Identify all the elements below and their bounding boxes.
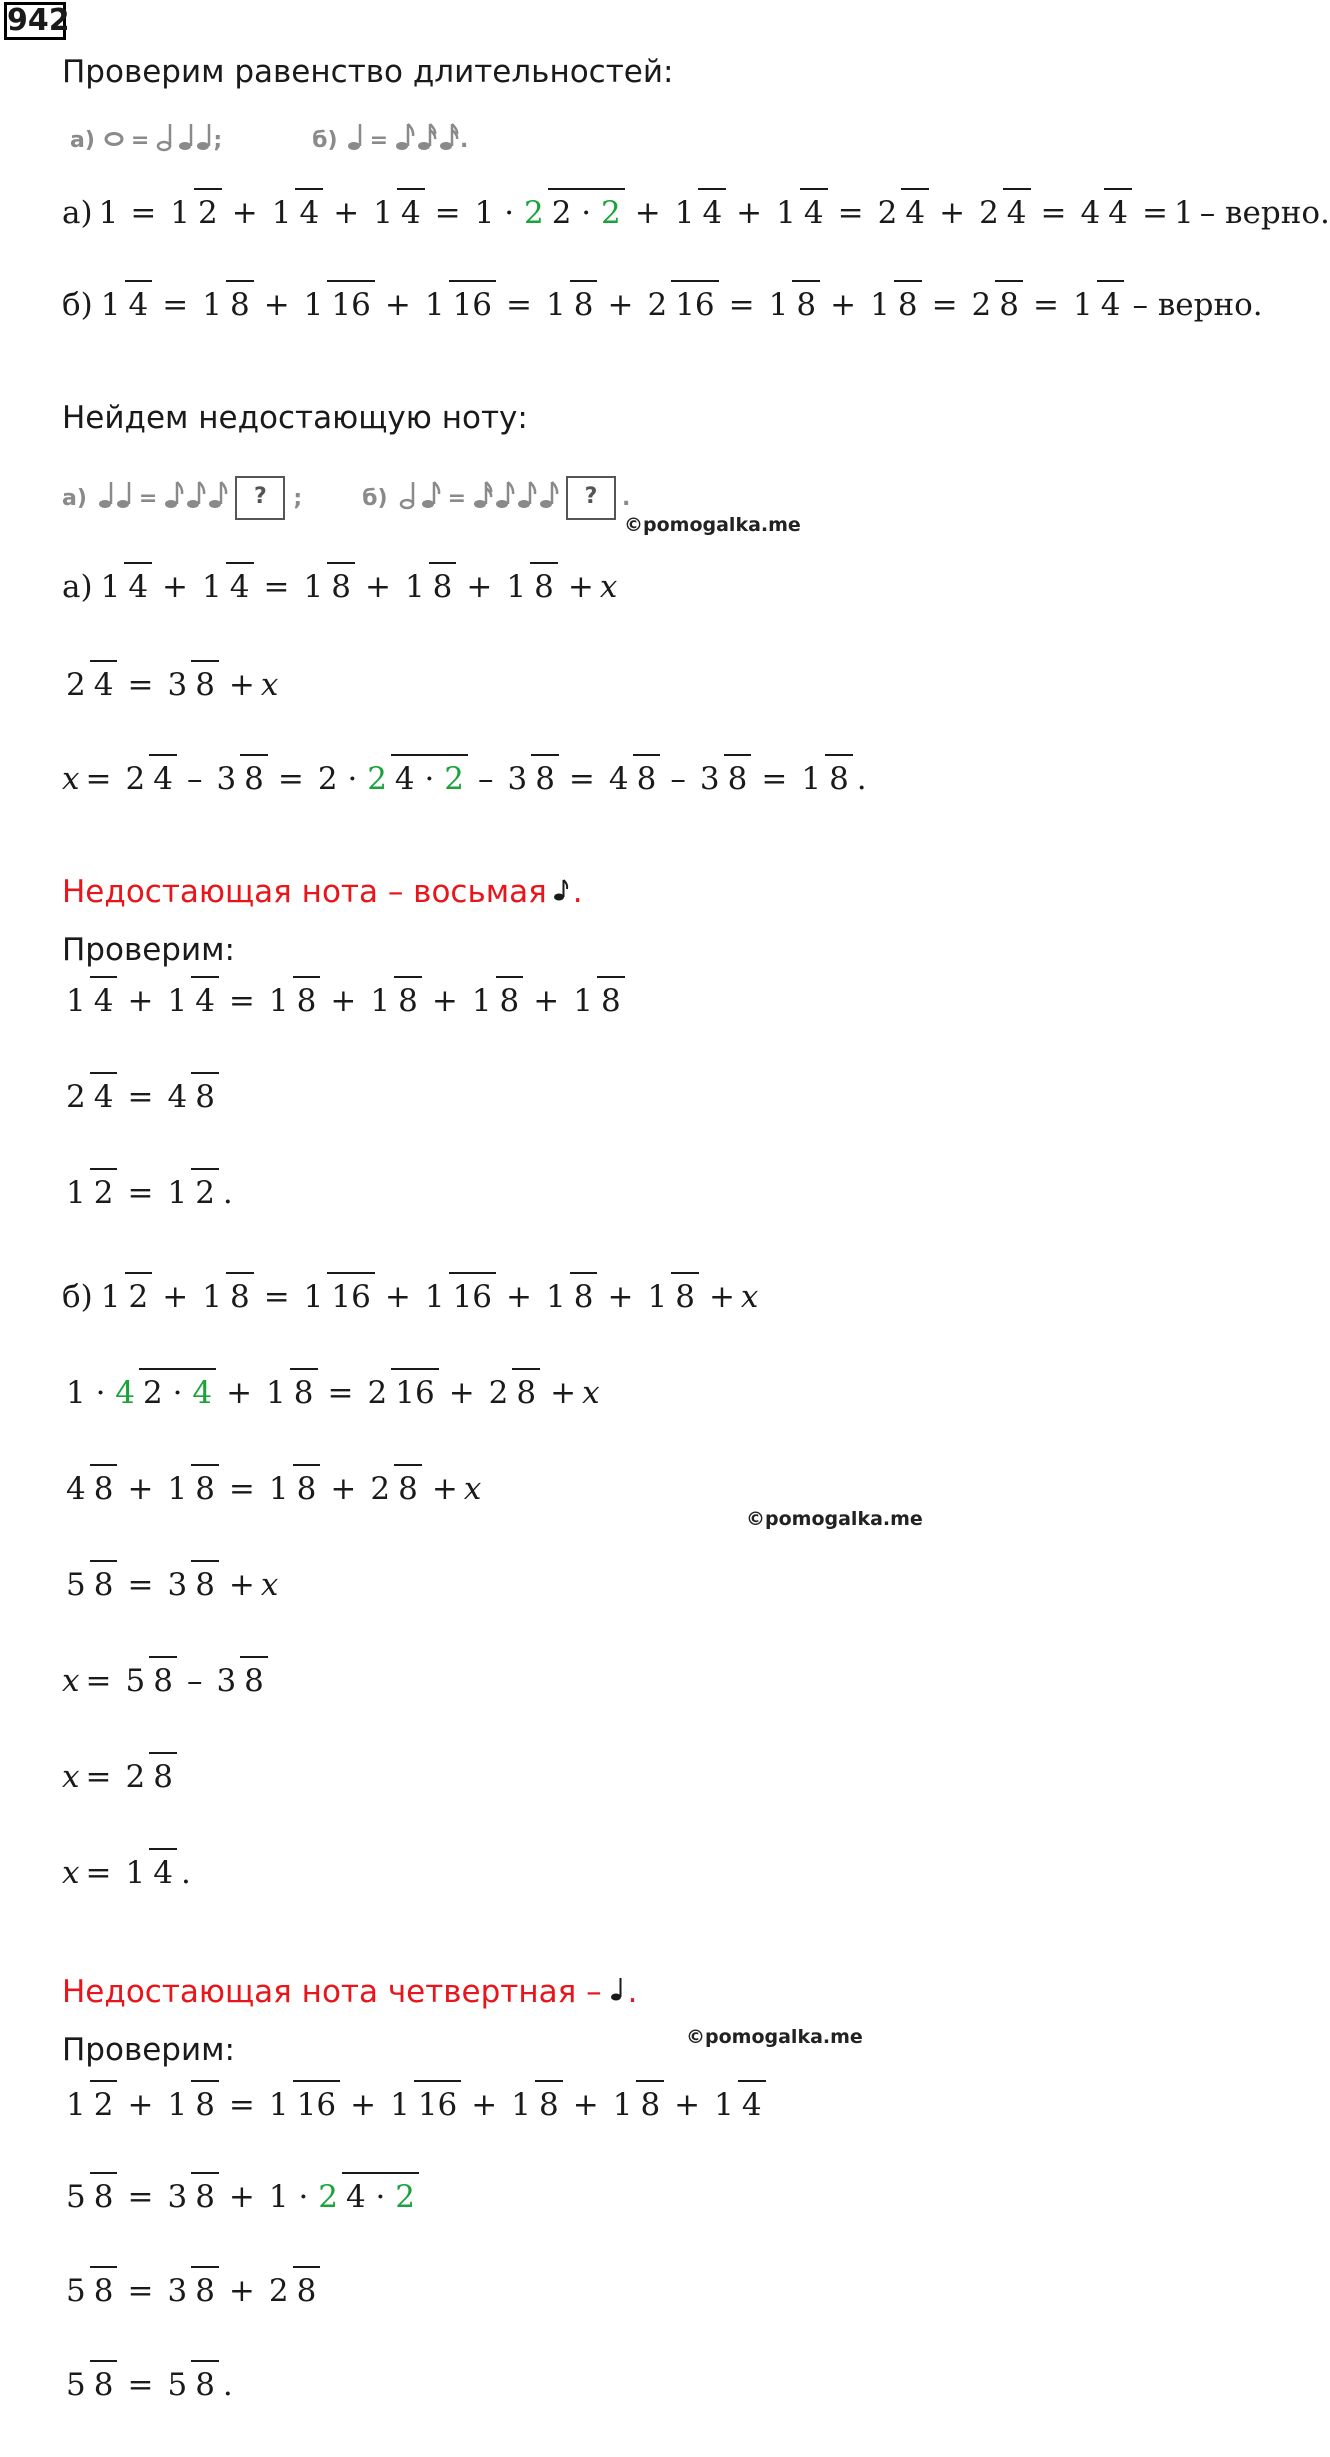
equation-a-setup [62,569,618,605]
eq: = [127,667,154,703]
eq: = [85,1663,112,1699]
plus: + [674,2087,701,2123]
equation-b-step2 [58,1471,482,1507]
frac-3-8: 3 8 [212,764,267,795]
frac-4-8: 4 8 [605,764,660,795]
frac-3-8: 3 8 [212,1666,267,1697]
frac-1-8: 1 8 [507,2090,562,2121]
var-x: x [740,1279,759,1315]
frac-1-4: 1 4 [710,2090,765,2121]
frac-2-8: 2 8 [265,2276,320,2307]
frac-1-8: 1 8 [265,986,320,1017]
plus: + [127,983,154,1019]
eighth-note-icon [207,480,229,516]
quarter-note-icon [177,122,195,158]
check-b-line4 [58,2367,233,2403]
img2-eq: = [138,485,158,511]
check-b-line3 [58,2273,324,2309]
eq: = [85,761,112,797]
eighth-note-icon [516,480,538,516]
frac-3-8: 3 8 [163,2182,218,2213]
frac-4-8: 4 8 [62,1474,117,1505]
frac-2-8: 2 8 [121,1762,176,1793]
frac-1-4: 1 4 [62,986,117,1017]
equation-a-solve [62,761,867,797]
note-image-2 [62,476,630,520]
plus: + [228,667,255,703]
eq: = [228,1471,255,1507]
frac-1-8: 1 8 [198,1282,253,1313]
half-note-icon [398,480,420,516]
frac-3-8: 3 8 [163,1570,218,1601]
missing-b-text: Недостающая нота четвертная – [62,1974,602,2010]
frac-1-8: 1 8 [163,1474,218,1505]
eq: = [263,1279,290,1315]
frac-2-4: 2 4 [121,764,176,795]
check-b-line1 [58,2087,770,2123]
intro-find-missing: Нейдем недостающую ноту: [62,400,528,436]
equation-b-step4 [62,1663,272,1699]
frac-2-16: 2 16 [364,1378,439,1409]
period: . [222,2367,233,2403]
frac-1-4: 1 4 [268,198,323,229]
img2-label-a: а) [62,485,87,511]
plus: + [162,569,189,605]
frac-4-8: 4 8 [163,1082,218,1113]
verdict: – верно. [1199,195,1330,231]
sixteenth-note-icon [416,122,438,158]
minus: – [670,761,686,797]
period: . [856,761,867,797]
frac-5-8: 5 8 [62,2370,117,2401]
frac-5-8: 5 8 [163,2370,218,2401]
plus: + [634,195,661,231]
img1-semicolon: ; [213,127,223,153]
plus: + [607,1279,634,1315]
frac-1x4-2x4: 1 · 4 2 · 4 [62,1378,216,1409]
frac-1-8: 1 8 [262,1378,317,1409]
missing-note-box: ? [566,476,616,520]
var-x: x [582,1375,600,1411]
frac-1-8: 1 8 [643,1282,698,1313]
verdict: – верно. [1132,287,1263,323]
frac-3-8: 3 8 [163,2276,218,2307]
frac-1x2-4x2: 1 · 2 4 · 2 [265,2182,419,2213]
plus: + [127,2087,154,2123]
frac-2x2-4x2: 2 · 2 4 · 2 [314,764,468,795]
num-1: 1 [1173,195,1194,231]
img1-period: . [460,127,469,153]
frac-1-4: 1 4 [198,572,253,603]
quarter-note-icon [97,480,115,516]
check-a-line2 [58,1079,223,1115]
var-x: x [62,1855,80,1891]
plus: + [330,1471,357,1507]
missing-note-b [62,1972,637,2012]
equation-a-check [62,195,1330,231]
plus: + [231,195,258,231]
plus: + [736,195,763,231]
eq: = [277,761,304,797]
frac-2-8: 2 8 [485,1378,540,1409]
frac-1-8: 1 8 [163,2090,218,2121]
var-x: x [260,1567,279,1603]
frac-1-8: 1 8 [542,290,597,321]
equation-b-step1 [58,1375,600,1411]
eighth-note-icon [553,872,569,912]
var-x: x [62,761,80,797]
check-label-b: Проверим: [62,2032,235,2068]
plus: + [127,1471,154,1507]
eq: = [761,761,788,797]
var-x: x [463,1471,482,1507]
eq: = [85,1855,112,1891]
frac-1-8: 1 8 [765,290,820,321]
eq: = [1033,287,1059,323]
frac-1-8: 1 8 [542,1282,597,1313]
minus: – [186,1663,203,1699]
plus: + [228,2273,255,2309]
quarter-note-icon [115,480,133,516]
task-number: 942 [4,2,66,40]
img1-label-a: а) [70,127,95,153]
plus: + [708,1279,735,1315]
frac-1-16: 1 16 [300,290,375,321]
num-1: 1 [98,195,119,231]
frac-2-16: 2 16 [643,290,718,321]
period: . [627,1974,638,2010]
eighth-note-icon [163,480,185,516]
frac-2-4: 2 4 [62,670,117,701]
img1-eq: = [130,127,150,153]
eq: = [162,287,189,323]
frac-1-2: 1 2 [97,1282,152,1313]
frac-2-8: 2 8 [968,290,1023,321]
frac-1-16: 1 16 [265,2090,340,2121]
frac-2-4: 2 4 [975,198,1030,229]
frac-1-2: 1 2 [166,198,221,229]
eq: = [85,1759,112,1795]
label-a: а) [62,569,93,605]
equation-b-step6 [62,1855,191,1891]
frac-4-4: 4 4 [1077,198,1132,229]
eighth-note-icon [185,480,207,516]
plus: + [333,195,360,231]
check-b-line2 [58,2179,423,2215]
eq: = [931,287,958,323]
frac-1-2: 1 2 [62,2090,117,2121]
frac-2-4: 2 4 [874,198,929,229]
label-a: а) [62,195,93,231]
eq: = [568,761,595,797]
img2-label-b: б) [362,485,388,511]
missing-a-text: Недостающая нота – восьмая [62,874,547,910]
frac-1-4: 1 4 [369,198,424,229]
minus: – [477,761,494,797]
watermark: ©pomogalka.me [686,2026,863,2048]
frac-1-16: 1 16 [421,290,496,321]
frac-1-4: 1 4 [772,198,827,229]
plus: + [162,1279,189,1315]
plus: + [471,2087,498,2123]
frac-1-8: 1 8 [198,290,253,321]
plus: + [364,569,391,605]
eq: = [263,569,290,605]
img2-period: . [622,485,631,511]
eq: = [728,287,755,323]
frac-1-4: 1 4 [97,290,152,321]
frac-1-8: 1 8 [569,986,624,1017]
eq: = [228,983,255,1019]
img1-label-b: б) [312,127,338,153]
plus: + [572,2087,599,2123]
frac-1-4: 1 4 [97,572,152,603]
quarter-note-icon [346,122,364,158]
frac-1-16: 1 16 [421,1282,496,1313]
quarter-note-icon [610,1972,624,2012]
eq: = [127,1079,154,1115]
frac-2-4: 2 4 [62,1082,117,1113]
frac-1-4: 1 4 [121,1858,176,1889]
plus: + [330,983,357,1019]
var-x: x [599,569,618,605]
frac-1-8: 1 8 [366,986,421,1017]
equation-b-step3 [58,1567,279,1603]
img1-eq: = [369,127,389,153]
var-x: x [260,667,279,703]
frac-5-8: 5 8 [121,1666,176,1697]
img2-semicolon: ; [293,485,303,511]
plus: + [228,1567,255,1603]
watermark: ©pomogalka.me [624,514,801,536]
frac-1-8: 1 8 [299,572,354,603]
eighth-note-icon [394,122,416,158]
whole-note-icon [103,128,125,153]
var-x: x [62,1759,80,1795]
frac-1-8: 1 8 [609,2090,664,2121]
sixteenth-note-icon [438,122,460,158]
plus: + [226,1375,253,1411]
frac-1-8: 1 8 [265,1474,320,1505]
plus: + [350,2087,377,2123]
plus: + [550,1375,577,1411]
sixteenth-note-icon [472,480,494,516]
frac-1-8: 1 8 [866,290,921,321]
frac-1-16: 1 16 [386,2090,461,2121]
label-b: б) [62,1279,93,1315]
plus: + [830,287,857,323]
half-note-icon [155,122,177,158]
img2-eq: = [447,485,467,511]
frac-5-8: 5 8 [62,1570,117,1601]
frac-3-8: 3 8 [163,670,218,701]
eighth-note-icon [538,480,560,516]
plus: + [466,569,493,605]
frac-1-16: 1 16 [300,1282,375,1313]
check-a-line1 [58,983,629,1019]
plus: + [567,569,594,605]
eq: = [434,195,461,231]
eighth-note-icon [420,480,442,516]
plus: + [431,1471,458,1507]
frac-1-4: 1 4 [671,198,726,229]
plus: + [263,287,290,323]
eq: = [130,195,157,231]
plus: + [607,287,634,323]
eq: = [127,2367,154,2403]
plus: + [939,195,966,231]
eq: = [327,1375,354,1411]
plus: + [384,1279,411,1315]
frac-1-8: 1 8 [468,986,523,1017]
frac-2-8: 2 8 [366,1474,421,1505]
frac-1-8: 1 8 [502,572,557,603]
minus: – [186,761,203,797]
eq: = [127,1175,154,1211]
eq: = [228,2087,255,2123]
frac-1-2: 1 2 [62,1178,117,1209]
eq: = [1141,195,1168,231]
plus: + [506,1279,533,1315]
period: . [572,874,583,910]
eq: = [127,2273,154,2309]
frac-1-8: 1 8 [797,764,852,795]
check-label-a: Проверим: [62,932,235,968]
equation-b-check [62,287,1263,323]
eq: = [127,1567,154,1603]
frac-1-4: 1 4 [163,986,218,1017]
equation-b-setup [62,1279,759,1315]
intro-duration-check: Проверим равенство длительностей: [62,54,674,90]
frac-1-4: 1 4 [1069,290,1124,321]
frac-5-8: 5 8 [62,2276,117,2307]
eq: = [127,2179,154,2215]
plus: + [431,983,458,1019]
plus: + [228,2179,255,2215]
var-x: x [62,1663,80,1699]
plus: + [384,287,411,323]
missing-note-a [62,872,583,912]
period: . [222,1175,233,1211]
frac-3-8: 3 8 [696,764,751,795]
quarter-note-icon [195,122,213,158]
label-b: б) [62,287,93,323]
frac-3-8: 3 8 [503,764,558,795]
frac-1x2-2x2: 1 · 2 2 · 2 [471,198,625,229]
eq: = [1040,195,1067,231]
note-image-1 [70,122,468,158]
frac-5-8: 5 8 [62,2182,117,2213]
eighth-note-icon [494,480,516,516]
plus: + [448,1375,475,1411]
watermark: ©pomogalka.me [746,1508,923,1530]
missing-note-box: ? [235,476,285,520]
eq: = [506,287,533,323]
eq: = [837,195,864,231]
check-a-line3 [58,1175,233,1211]
frac-1-8: 1 8 [401,572,456,603]
frac-1-2: 1 2 [163,1178,218,1209]
plus: + [533,983,560,1019]
equation-a-step1 [58,667,279,703]
period: . [180,1855,191,1891]
equation-b-step5 [62,1759,181,1795]
